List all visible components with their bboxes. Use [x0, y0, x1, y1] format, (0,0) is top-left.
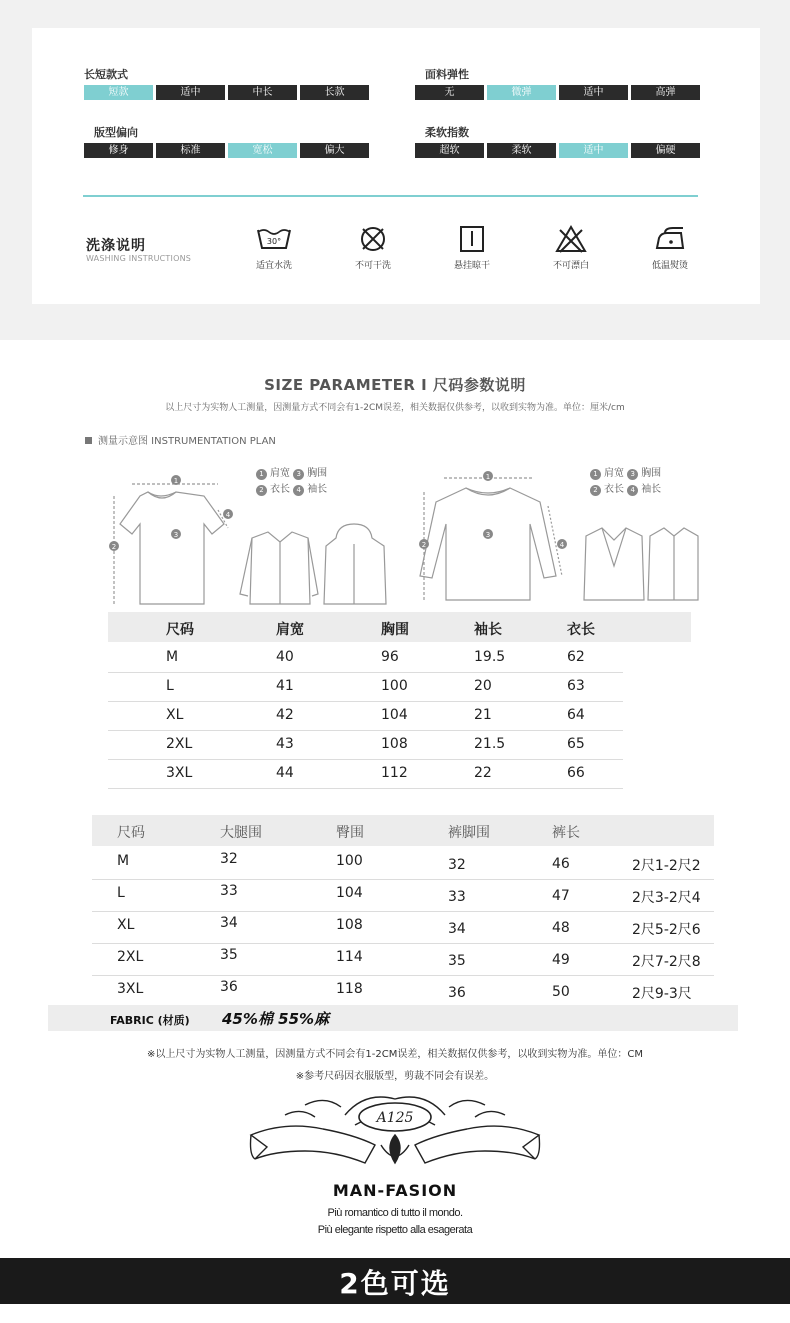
tshirt-diagram [100, 466, 390, 614]
table-cell: 108 [336, 917, 363, 933]
table-header-cell: 尺码 [117, 825, 145, 841]
table-header-cell: 肩宽 [276, 622, 304, 638]
fabric-value: 45%棉 55%麻 [222, 1010, 330, 1028]
wash-item [536, 224, 606, 271]
fabric-label: FABRIC (材质) [110, 1014, 190, 1027]
table-cell: 2尺9-3尺 [632, 986, 692, 1002]
table-header-cell: 尺码 [166, 622, 194, 638]
wash-label: 不可干洗 [354, 261, 391, 271]
table-cell: 20 [474, 678, 492, 694]
marker-label: 4 [559, 541, 565, 549]
row-divider [92, 911, 714, 912]
row-divider [108, 788, 623, 789]
measurement-note: ※以上尺寸为实物人工测量，因测量方式不同会有1-2CM误差，相关数据仅供参考，以收到实物为准。单位：CM [147, 1049, 643, 1060]
wash-label: 适宜水洗 [255, 261, 292, 271]
marker-label: 1 [173, 477, 179, 485]
hang-dry-icon [453, 224, 491, 254]
size-note: 以上尺寸为实物人工测量，因测量方式不同会有1-2CM误差，相关数据仅供参考，以收到实物为准。单位：厘米/cm [165, 403, 625, 413]
table-cell: 46 [552, 856, 570, 872]
row-divider [108, 730, 623, 731]
table-cell: 35 [448, 953, 466, 969]
table-cell: 40 [276, 649, 294, 665]
legend-line: 1 肩宽 3 胸围 [256, 466, 327, 482]
table-cell: 50 [552, 984, 570, 1000]
table-cell: 2尺5-2尺6 [632, 922, 701, 938]
table-header-cell: 衣长 [567, 622, 595, 638]
table-cell: 3XL [117, 981, 144, 997]
length-options [84, 85, 369, 100]
table-cell: 36 [448, 985, 466, 1001]
table-header-cell: 袖长 [474, 622, 502, 638]
table-cell: 2尺7-2尺8 [632, 954, 701, 970]
banner-text: 2色可选 [339, 1267, 451, 1300]
elasticity-option[interactable]: 微弹 [487, 85, 556, 100]
elasticity-options [415, 85, 700, 100]
table-cell: 64 [567, 707, 585, 723]
table-cell: L [117, 885, 125, 901]
fit-options [84, 143, 369, 158]
washing-subtitle: WASHING INSTRUCTIONS [86, 254, 192, 263]
brand-tagline: Più elegante rispetto alla esagerata [317, 1224, 473, 1236]
no-bleach-icon [552, 224, 590, 254]
table-header-cell: 臀围 [336, 825, 364, 841]
table-cell: 100 [381, 678, 408, 694]
table-cell: 32 [220, 851, 238, 867]
wash-item [338, 224, 408, 271]
table-cell: 42 [276, 707, 294, 723]
elasticity-option[interactable]: 无 [415, 85, 484, 100]
legend-right [590, 466, 661, 498]
wash-label: 不可漂白 [552, 261, 589, 271]
table-cell: 34 [448, 921, 466, 937]
table-header-cell: 裤长 [552, 825, 580, 841]
table-cell: 100 [336, 853, 363, 869]
legend-line: 1 肩宽 3 胸围 [590, 466, 661, 482]
elasticity-option[interactable]: 适中 [559, 85, 628, 100]
row-divider [92, 975, 714, 976]
brand-crest-logo [245, 1085, 545, 1177]
divider [83, 195, 698, 197]
fit-title: 版型偏向 [94, 126, 138, 139]
table-cell: 108 [381, 736, 408, 752]
wash-item [635, 224, 705, 271]
table-header-cell: 胸围 [381, 622, 409, 638]
table-cell: L [166, 678, 174, 694]
table-header-cell: 大腿围 [220, 825, 262, 841]
table-cell: 44 [276, 765, 294, 781]
softness-title: 柔软指数 [425, 126, 469, 139]
legend-line: 2 衣长 4 袖长 [590, 482, 661, 498]
legend-left [256, 466, 327, 498]
table-cell: 33 [220, 883, 238, 899]
table-cell: 2XL [166, 736, 193, 752]
table-cell: 63 [567, 678, 585, 694]
brand-name: MAN-FASION [332, 1181, 458, 1200]
table-cell: 21 [474, 707, 492, 723]
table-cell: 62 [567, 649, 585, 665]
table-cell: 96 [381, 649, 399, 665]
table-cell: 65 [567, 736, 585, 752]
row-divider [108, 701, 623, 702]
table-cell: XL [117, 917, 135, 933]
brand-tagline: Più romantico di tutto il mondo. [327, 1207, 463, 1219]
table-cell: 32 [448, 857, 466, 873]
softness-option[interactable]: 偏硬 [631, 143, 700, 158]
washing-title: 洗涤说明 [86, 238, 146, 254]
table-cell: 22 [474, 765, 492, 781]
square-icon [85, 437, 92, 444]
softness-option[interactable]: 柔软 [487, 143, 556, 158]
table-cell: M [117, 853, 130, 869]
table-cell: 3XL [166, 765, 193, 781]
wash-temp: 30° [266, 237, 282, 246]
size-title: SIZE PARAMETER I 尺码参数说明 [264, 376, 526, 394]
marker-label: 3 [173, 531, 179, 539]
row-divider [92, 879, 714, 880]
length-option[interactable]: 短款 [84, 85, 153, 100]
table-cell: 118 [336, 981, 363, 997]
table-cell: M [166, 649, 179, 665]
table-cell: 2尺3-2尺4 [632, 890, 701, 906]
length-option[interactable]: 适中 [156, 85, 225, 100]
plan-label-text: 测量示意图 INSTRUMENTATION PLAN [98, 436, 276, 447]
table-cell: 35 [220, 947, 238, 963]
wash-item [437, 224, 507, 271]
table-cell: 2尺1-2尺2 [632, 858, 701, 874]
fit-option[interactable]: 标准 [156, 143, 225, 158]
table-cell: XL [166, 707, 184, 723]
elasticity-option[interactable]: 高弹 [631, 85, 700, 100]
legend-line: 2 衣长 4 袖长 [256, 482, 327, 498]
softness-options [415, 143, 700, 158]
wash-label: 低温熨烫 [651, 261, 688, 271]
marker-label: 2 [421, 541, 427, 549]
marker-label: 2 [111, 543, 117, 551]
table-cell: 21.5 [474, 736, 506, 752]
table-cell: 48 [552, 920, 570, 936]
softness-option[interactable]: 适中 [559, 143, 628, 158]
plan-label [85, 432, 276, 447]
size-note-2: ※参考尺码因衣服版型，剪裁不同会有误差。 [295, 1071, 495, 1082]
wash-item [239, 224, 309, 271]
length-title: 长短款式 [84, 68, 128, 81]
no-dry-clean-icon [354, 224, 392, 254]
row-divider [108, 759, 623, 760]
table-cell: 49 [552, 952, 570, 968]
table-cell: 41 [276, 678, 294, 694]
fit-option[interactable]: 修身 [84, 143, 153, 158]
marker-label: 3 [485, 531, 491, 539]
table-cell: 47 [552, 888, 570, 904]
softness-option[interactable]: 超软 [415, 143, 484, 158]
wash-30-icon [255, 224, 293, 254]
low-iron-icon [651, 224, 689, 254]
table-cell: 104 [336, 885, 363, 901]
marker-label: 1 [485, 473, 491, 481]
table-cell: 36 [220, 979, 238, 995]
length-option[interactable]: 长款 [300, 85, 369, 100]
row-divider [108, 672, 623, 673]
row-divider [92, 943, 714, 944]
table-cell: 34 [220, 915, 238, 931]
elasticity-title: 面料弹性 [425, 68, 469, 81]
marker-label: 4 [225, 511, 231, 519]
table-cell: 43 [276, 736, 294, 752]
length-option[interactable]: 中长 [228, 85, 297, 100]
table-cell: 114 [336, 949, 363, 965]
fit-option[interactable]: 偏大 [300, 143, 369, 158]
wash-label: 悬挂晾干 [453, 261, 490, 271]
table-cell: 19.5 [474, 649, 506, 665]
table-cell: 66 [567, 765, 585, 781]
table-cell: 2XL [117, 949, 144, 965]
table-cell: 104 [381, 707, 408, 723]
table-header-cell: 裤脚围 [448, 825, 490, 841]
table-cell: 112 [381, 765, 408, 781]
fit-option[interactable]: 宽松 [228, 143, 297, 158]
table-header-bg [92, 815, 714, 846]
table-cell: 33 [448, 889, 466, 905]
brand-monogram: A125 [376, 1110, 414, 1126]
